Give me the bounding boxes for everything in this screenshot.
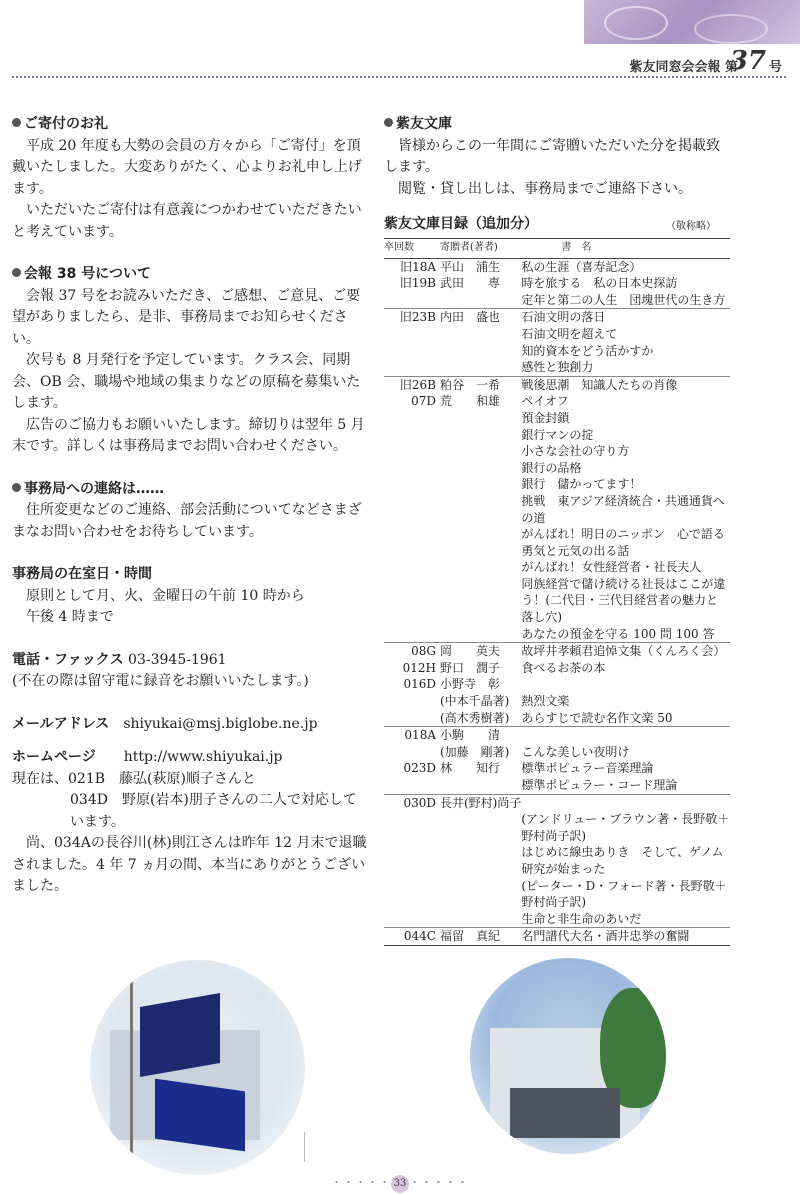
book-title-cell: がんばれ！明日のニッポン 心で語る勇気と元気の出る話 bbox=[521, 527, 725, 558]
email-line bbox=[12, 714, 367, 736]
book-title-cell: 食べるお茶の本 bbox=[521, 660, 606, 675]
donor-cell: (中本千晶著) bbox=[440, 694, 510, 709]
donor-cell bbox=[440, 911, 521, 928]
class-cell: 044C bbox=[384, 928, 440, 946]
right-column bbox=[384, 114, 730, 946]
divider-line bbox=[304, 1132, 305, 1162]
donor-cell bbox=[440, 443, 521, 460]
phone-number: 03-3945-1961 bbox=[128, 651, 227, 668]
newsletter-title: 紫友同窓会会報 第 bbox=[629, 60, 738, 75]
catalog-row bbox=[384, 760, 730, 777]
class-cell bbox=[384, 693, 440, 710]
book-title-cell: 石油文明を超えて bbox=[521, 326, 618, 341]
issue38-paragraph-3: 広告のご協力もお願いいたします。締切りは翌年 5 月末です。詳しくは事務局までお問い合わせください。 bbox=[12, 416, 365, 454]
book-title-cell: 預金封鎖 bbox=[521, 410, 570, 425]
donor-cell: 粕谷 一希 bbox=[440, 376, 521, 393]
class-cell bbox=[384, 777, 440, 794]
retirement-note: 尚、034Aの長谷川(林)則江さんは昨年 12 月末で退職されました。4 年 7 ヵ月の間、本当にありがとうございました。 bbox=[12, 835, 367, 894]
book-title-cell: (ピーター・D・フォード著・長野敬＋野村尚子訳) bbox=[521, 878, 727, 910]
class-cell bbox=[384, 526, 440, 559]
class-cell bbox=[384, 326, 440, 343]
col-header-title: 書 名 bbox=[521, 239, 730, 259]
book-title-cell: 定年と第二の人生 団塊世代の生き方 bbox=[521, 292, 726, 307]
donor-cell bbox=[440, 559, 521, 576]
issue38-heading: 会報 38 号について bbox=[12, 264, 367, 286]
donor-cell bbox=[440, 844, 521, 877]
book-title-cell: あらすじで読む名作文楽 50 bbox=[521, 710, 673, 725]
class-cell: 08G bbox=[384, 643, 440, 660]
book-title-cell: 同族経営で儲け続ける社長はここが違う！(二代目・三代目経営者の魅力と落し穴) bbox=[521, 576, 726, 625]
catalog-row bbox=[384, 410, 730, 427]
book-title-cell: 戦後思潮 知識人たちの肖像 bbox=[521, 376, 730, 393]
catalog-row bbox=[384, 343, 730, 360]
donor-cell bbox=[440, 427, 521, 444]
catalog-row bbox=[384, 727, 730, 744]
catalog-row bbox=[384, 811, 730, 844]
bullet-icon bbox=[384, 118, 393, 127]
col-header-class: 卒回数 bbox=[384, 239, 440, 259]
donor-cell: 内田 盛也 bbox=[440, 309, 521, 326]
catalog-row bbox=[384, 643, 730, 660]
catalog-row bbox=[384, 460, 730, 477]
catalog-row bbox=[384, 559, 730, 576]
class-cell bbox=[384, 292, 440, 309]
book-title-cell: 感性と独創力 bbox=[521, 360, 594, 375]
donor-cell bbox=[440, 326, 521, 343]
class-cell bbox=[384, 443, 440, 460]
staff-line-1: 現在は、021B 藤弘(萩原)順子さんと bbox=[12, 770, 256, 787]
catalog-row bbox=[384, 275, 730, 292]
book-title-cell: 知的資本をどう活かすか bbox=[521, 343, 654, 358]
issue-suffix: 号 bbox=[768, 60, 782, 75]
class-cell bbox=[384, 844, 440, 877]
entrance-shape bbox=[510, 1088, 620, 1138]
class-cell: 018A bbox=[384, 727, 440, 744]
class-cell bbox=[384, 744, 440, 761]
alumni-flag bbox=[155, 1079, 245, 1152]
book-title-cell: こんな美しい夜明け bbox=[521, 744, 630, 759]
book-title-cell: 銀行 儲かってます！ bbox=[521, 477, 642, 492]
book-title-cell: 私の生涯（喜寿記念） bbox=[521, 259, 642, 274]
class-cell bbox=[384, 626, 440, 643]
donor-cell bbox=[440, 460, 521, 477]
donor-cell: 荒 和雄 bbox=[440, 394, 501, 409]
class-cell bbox=[384, 559, 440, 576]
flag-pole bbox=[130, 980, 133, 1170]
class-cell: 016D bbox=[403, 677, 436, 692]
catalog-row bbox=[384, 911, 730, 928]
donation-paragraph-2: いただいたご寄付は有意義につかわせていただきたいと考えています。 bbox=[12, 202, 362, 240]
donor-cell: 長井(野村)尚子 bbox=[440, 795, 522, 810]
donor-cell bbox=[440, 359, 521, 376]
office-hours-line-1: 原則として月、火、金曜日の午前 10 時から bbox=[26, 587, 305, 604]
bullet-icon bbox=[12, 483, 21, 492]
book-title-cell bbox=[521, 727, 730, 744]
footer-dots-right: ・・・・・ bbox=[409, 1176, 469, 1189]
catalog-row bbox=[384, 626, 730, 643]
book-title-cell: 小さな会社の守り方 bbox=[521, 444, 630, 459]
donor-cell bbox=[440, 878, 521, 911]
phone-note: (不在の際は留守電に録音をお願いいたします。) bbox=[12, 673, 309, 689]
catalog-row bbox=[384, 493, 730, 526]
page-number: 33 bbox=[391, 1175, 409, 1193]
class-cell: 旧18A bbox=[400, 259, 436, 274]
donor-cell: 林 知行 bbox=[440, 761, 501, 776]
catalog-row bbox=[384, 326, 730, 343]
library-paragraph-2: 閲覧・貸し出しは、事務局までご連絡下さい。 bbox=[398, 180, 692, 197]
donor-cell bbox=[440, 526, 521, 559]
donation-paragraph-1: 平成 20 年度も大勢の会員の方々から「ご寄付」を頂戴いたしました。大変ありがたく、心よりお礼申し上げます。 bbox=[12, 137, 362, 197]
header-rule bbox=[12, 76, 786, 78]
donation-heading: ご寄付のお礼 bbox=[12, 114, 367, 136]
email-address[interactable]: shiyukai@msj.biglobe.ne.jp bbox=[123, 715, 318, 732]
catalog-header-row bbox=[384, 239, 730, 259]
book-title-cell: はじめに線虫ありき そして、ゲノム研究が始まった bbox=[521, 845, 724, 876]
donor-cell bbox=[440, 292, 521, 309]
donor-cell: 武田 専 bbox=[440, 276, 501, 291]
book-title-cell: あなたの預金を守る 100 問 100 答 bbox=[521, 626, 715, 641]
donor-cell bbox=[440, 811, 521, 844]
class-cell: 012H bbox=[402, 660, 436, 675]
class-cell: 023D bbox=[403, 761, 436, 776]
donor-cell bbox=[440, 410, 521, 427]
book-title-cell: がんばれ！女性経営者・社長夫人 bbox=[521, 560, 702, 575]
office-hours-heading: 事務局の在室日・時間 bbox=[12, 566, 152, 582]
book-title-cell: 名門譜代大名・酒井忠挙の奮闘 bbox=[521, 928, 730, 946]
catalog-row bbox=[384, 443, 730, 460]
class-cell bbox=[384, 911, 440, 928]
book-title-cell bbox=[521, 794, 730, 811]
book-title-cell: (アンドリュー・ブラウン著・長野敬＋野村尚子訳) bbox=[521, 812, 730, 843]
donor-cell: (加藤 剛著) bbox=[440, 744, 510, 759]
class-cell bbox=[384, 427, 440, 444]
catalog-row bbox=[384, 393, 730, 410]
class-cell: 旧26B bbox=[384, 376, 440, 393]
book-title-cell: 標準ポピュラー音楽理論 bbox=[521, 761, 654, 776]
class-cell bbox=[384, 410, 440, 427]
book-title-cell: ペイオフ bbox=[521, 394, 569, 409]
class-cell bbox=[384, 359, 440, 376]
catalog-row bbox=[384, 376, 730, 393]
book-title-cell: 生命と非生命のあいだ bbox=[521, 911, 642, 926]
catalog-row bbox=[384, 777, 730, 794]
staff-line-2: 034D 野原(岩本)朋子さんの二人で対応しています。 bbox=[70, 792, 357, 830]
catalog-row bbox=[384, 427, 730, 444]
class-cell bbox=[384, 343, 440, 360]
donor-cell: 平山 浦生 bbox=[440, 259, 501, 274]
library-paragraph-1: 皆様からこの一年間にご寄贈いただいた分を掲載致します。 bbox=[384, 137, 720, 175]
class-cell bbox=[384, 811, 440, 844]
catalog-header bbox=[384, 214, 730, 238]
donor-cell: (高木秀樹著) bbox=[440, 710, 510, 725]
donor-cell bbox=[440, 343, 521, 360]
homepage-label: ホームページ bbox=[12, 749, 96, 765]
donor-cell bbox=[440, 476, 521, 493]
book-title-cell: 熱烈文楽 bbox=[521, 694, 570, 709]
catalog-row bbox=[384, 258, 730, 275]
donor-cell: 小駒 清 bbox=[440, 727, 521, 744]
book-title-cell: 銀行の品格 bbox=[521, 460, 582, 475]
book-title-cell: 銀行マンの掟 bbox=[521, 427, 594, 442]
donor-cell: 福留 真紀 bbox=[440, 928, 521, 946]
homepage-url[interactable]: http://www.shiyukai.jp bbox=[123, 749, 283, 765]
class-cell bbox=[384, 493, 440, 526]
school-building-photo bbox=[470, 958, 666, 1154]
email-label: メールアドレス bbox=[12, 715, 110, 732]
class-cell: 旧19B bbox=[399, 276, 436, 291]
phone-line bbox=[12, 650, 367, 672]
donor-cell bbox=[440, 777, 521, 794]
catalog-row bbox=[384, 359, 730, 376]
catalog-row bbox=[384, 844, 730, 877]
catalog-row bbox=[384, 476, 730, 493]
class-cell bbox=[384, 460, 440, 477]
catalog-row bbox=[384, 710, 730, 727]
footer-dots-left: ・・・・・ bbox=[331, 1176, 391, 1189]
issue-number: 37 bbox=[729, 46, 766, 76]
catalog-row bbox=[384, 576, 730, 626]
phone-label: 電話・ファックス bbox=[12, 651, 124, 668]
office-hours-line-2: 午後 4 時まで bbox=[26, 609, 114, 625]
class-cell bbox=[384, 476, 440, 493]
catalog-note: （敬称略） bbox=[666, 221, 716, 232]
donor-cell: 野口 潤子 bbox=[440, 660, 501, 675]
book-title-cell: 挑戦 東アジア経済統合・共通通貨への道 bbox=[521, 493, 725, 525]
book-title-cell bbox=[521, 676, 730, 693]
flags-photo bbox=[90, 960, 305, 1175]
catalog-row bbox=[384, 292, 730, 309]
col-header-donor: 寄贈者(著者) bbox=[440, 239, 521, 259]
issue38-paragraph-1: 会報 37 号をお読みいただき、ご感想、ご意見、ご要望がありましたら、是非、事務局までお知らせください。 bbox=[12, 287, 361, 347]
catalog-row bbox=[384, 526, 730, 559]
catalog-row bbox=[384, 794, 730, 811]
class-cell bbox=[384, 710, 440, 727]
catalog-table bbox=[384, 238, 730, 946]
left-column bbox=[12, 114, 367, 898]
class-cell: 07D bbox=[411, 394, 436, 409]
donor-cell bbox=[440, 576, 521, 626]
catalog-row bbox=[384, 660, 730, 677]
homepage-line bbox=[12, 747, 367, 769]
catalog-row bbox=[384, 928, 730, 946]
bullet-icon bbox=[12, 118, 21, 127]
page-footer bbox=[0, 1174, 800, 1193]
catalog-title: 紫友文庫目録（追加分） bbox=[384, 216, 538, 232]
book-title-cell: 石油文明の落日 bbox=[521, 309, 730, 326]
donor-cell bbox=[440, 493, 521, 526]
class-cell: 030D bbox=[384, 794, 440, 811]
catalog-row bbox=[384, 309, 730, 326]
donor-cell: 岡 英夫 bbox=[440, 643, 521, 660]
book-title-cell: 故坪井孝頼君追悼文集（くんろく会） bbox=[521, 643, 730, 660]
donor-cell bbox=[440, 626, 521, 643]
bullet-icon bbox=[12, 268, 21, 277]
class-cell: 旧23B bbox=[384, 309, 440, 326]
school-flag bbox=[140, 993, 220, 1077]
book-title-cell: 時を旅する 私の日本史探訪 bbox=[521, 276, 678, 291]
catalog-row bbox=[384, 878, 730, 911]
donor-cell: 小野寺 彰 bbox=[440, 677, 501, 692]
book-title-cell: 標準ポピュラー・コード理論 bbox=[521, 778, 678, 792]
class-cell bbox=[384, 576, 440, 626]
class-cell bbox=[384, 878, 440, 911]
issue38-paragraph-2: 次号も 8 月発行を予定しています。クラス会、同期会、OB 会、職場や地域の集まりなどの原稿を募集いたします。 bbox=[12, 352, 361, 411]
catalog-row bbox=[384, 744, 730, 761]
contact-heading: 事務局への連絡は…… bbox=[12, 479, 367, 501]
library-heading: 紫友文庫 bbox=[384, 114, 730, 136]
catalog-row bbox=[384, 693, 730, 710]
catalog-row bbox=[384, 676, 730, 693]
contact-paragraph: 住所変更などのご連絡、部会活動についてなどさまざまなお問い合わせをお待ちしています。 bbox=[12, 502, 362, 540]
